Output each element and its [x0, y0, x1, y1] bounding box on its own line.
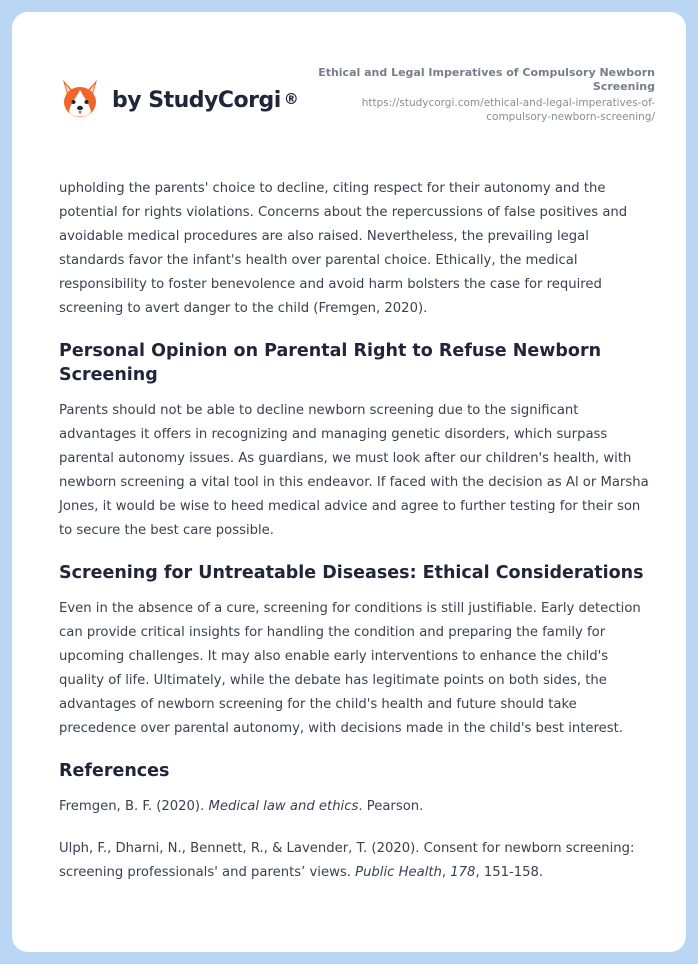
corgi-icon — [60, 76, 100, 122]
document-body — [59, 177, 651, 885]
reference-item: Ulph, F., Dharni, N., Bennett, R., & Lavender, T. (2020). Consent for newborn screening: screening professionals' and parents’ views. Public Health, 178, 151-158. — [59, 841, 635, 880]
section-heading-personal-opinion: Personal Opinion on Parental Right to Refuse Newborn Screening — [59, 341, 602, 385]
registered-mark: ® — [283, 90, 299, 108]
studycorgi-logo[interactable] — [60, 76, 299, 122]
document-url[interactable]: https://studycorgi.com/ethical-and-legal-imperatives-of-compulsory-newborn-screening/ — [361, 97, 655, 123]
document-meta — [315, 66, 655, 124]
reference-item: Fremgen, B. F. (2020). Medical law and ethics. Pearson. — [59, 799, 424, 814]
references-heading: References — [59, 761, 170, 781]
brand-name: by StudyCorgi — [112, 87, 281, 113]
section-paragraph-untreatable-diseases: Even in the absence of a cure, screening for conditions is still justifiable. Early detection can provide critical insights for handling the condition and preparing the family for upcoming challenges. It may also enable early interventions to enhance the child's quality of life. Ultimately, while the debate has legitimate points on both sides, the advantages of newborn screening for the child's health and future should take precedence over parental autonomy, with decisions made in the child's best interest. — [59, 601, 641, 736]
section-heading-untreatable-diseases: Screening for Untreatable Diseases: Ethical Considerations — [59, 563, 644, 583]
section-paragraph-personal-opinion: Parents should not be able to decline newborn screening due to the significant advantages it offers in recognizing and managing genetic disorders, which surpass parental autonomy issues. As guardians, we must look after our children's health, with newborn screening a vital tool in this endeavor. If faced with the decision as Al or Marsha Jones, it would be wise to heed medical advice and agree to further testing for their son to secure the best care possible. — [59, 403, 649, 538]
document-title: Ethical and Legal Imperatives of Compulsory Newborn Screening — [318, 66, 655, 93]
document-page — [12, 12, 686, 952]
intro-paragraph: upholding the parents' choice to decline, citing respect for their autonomy and the potential for rights violations. Concerns about the repercussions of false positives and avoidable medical procedures are also raised. Nevertheless, the prevailing legal standards favor the infant's health over parental choice. Ethically, the medical responsibility to foster benevolence and avoid harm bolsters the case for required screening to avert danger to the child (Fremgen, 2020). — [59, 181, 628, 316]
